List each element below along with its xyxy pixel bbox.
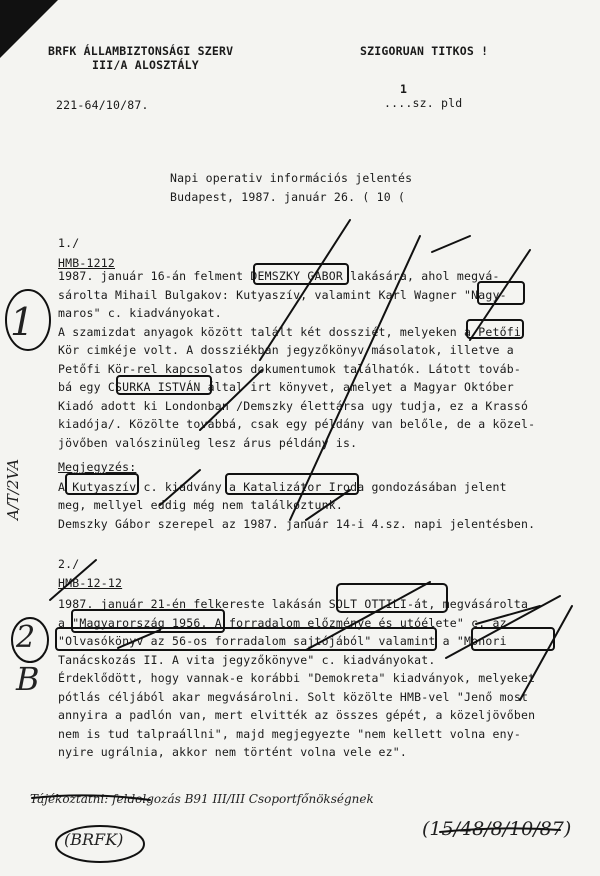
section-2-line: pótlás céljából akar megvásárolni. Solt közölte HMB-vel "Jenő most: [58, 690, 529, 704]
section-2-number: 2./: [58, 557, 80, 571]
section-1-number: 1./: [58, 236, 80, 250]
section-1-code: HMB-1212: [58, 256, 115, 270]
section-1-line: bá egy CSURKA ISTVÁN által irt könyvet, amelyet a Magyar Október: [58, 380, 514, 394]
handwritten-footer-note: Tájékoztatni: feldolgozás B91 III/III Csoportfőnökségnek: [30, 792, 374, 806]
section-2-line: Tanácskozás II. A vita jegyzőkönyve" c. kiadványokat.: [58, 653, 436, 667]
section-2-line: 1987. január 21-én felkereste lakásán SOLT OTTILI-át, megvásárolta: [58, 597, 529, 611]
report-date: Budapest, 1987. január 26. ( 10 (: [170, 190, 406, 204]
section-1-line: sárolta Mihail Bulgakov: Kutyaszív, valamint Karl Wagner "Nagy-: [58, 288, 507, 302]
note-line: Demszky Gábor szerepel az 1987. január 14-i 4.sz. napi jelentésben.: [58, 517, 536, 531]
section-2-line: "Olvasókönyv az 56-os forradalom sajtójából" valamint a "Monori: [58, 634, 507, 648]
copy-number-line: ....sz. pld: [384, 96, 463, 110]
note-line: meg, mellyel eddig még nem találkoztunk.: [58, 498, 343, 512]
section-1-line: Kör cimkéje volt. A dossziékban jegyzőkönyv másolatok, illetve a: [58, 343, 514, 357]
classification-label: SZIGORUAN TITKOS !: [360, 44, 489, 58]
section-1-line: kiadója/. Közölte továbbá, csak egy példány van belőle, de a közel-: [58, 417, 536, 431]
report-title: Napi operativ információs jelentés: [170, 171, 413, 185]
section-1-line: jövőben valószinüleg lesz árus példány is.: [58, 436, 358, 450]
section-1-line: Petőfi Kör-rel kapcsolatos dokumentumok találhatók. Látott továb-: [58, 362, 522, 376]
handwritten-margin-note: A/T/2VA: [4, 458, 22, 520]
note-label: Megjegyzés:: [58, 460, 137, 474]
pen-stroke: [432, 236, 470, 252]
section-1-line: A szamizdat anyagok között talált két dossziét, melyeken a Petőfi: [58, 325, 522, 339]
handwritten-footer-reference: (15/48/8/10/87): [422, 818, 572, 840]
section-2-line: annyira a padlón van, mert elvitték az összes gépét, a közeljövőben: [58, 708, 536, 722]
pen-stroke: [520, 606, 572, 700]
section-2-line: nyire ugrálnia, akkor nem történt volna vele ez".: [58, 745, 408, 759]
section-2-line: a "Magyarország 1956. A forradalom előzménye és utóélete" c. az: [58, 616, 507, 630]
note-line: A Kutyaszív c. kiadvány a Katalizátor Iroda gondozásában jelent: [58, 480, 507, 494]
org-line-1: BRFK ÁLLAMBIZTONSÁGI SZERV: [48, 44, 234, 58]
reference-number: 221-64/10/87.: [56, 98, 149, 112]
copy-mark: 1: [400, 82, 408, 96]
handwritten-margin-number-1: 1: [10, 300, 35, 344]
section-2-line: nem is tud talpraállni", majd megjegyezte "nem kellett volna eny-: [58, 727, 522, 741]
section-1-line: maros" c. kiadványokat.: [58, 306, 222, 320]
handwritten-margin-letter: B: [16, 660, 40, 698]
org-line-2: III/A ALOSZTÁLY: [92, 58, 199, 72]
handwritten-margin-number-2: 2: [16, 620, 36, 655]
section-2-line: Érdeklődött, hogy vannak-e korábbi "Demokreta" kiadványok, melyeket: [58, 671, 536, 685]
section-1-line: 1987. január 16-án felment DEMSZKY GÁBOR lakására, ahol megvá-: [58, 269, 500, 283]
section-2-code: HMB-12-12: [58, 576, 123, 590]
handwritten-footer-stamp: (BRFK): [64, 830, 124, 849]
section-1-line: Kiadó adott ki Londonban /Demszky élettársa ugy tudja, ez a Krassó: [58, 399, 529, 413]
